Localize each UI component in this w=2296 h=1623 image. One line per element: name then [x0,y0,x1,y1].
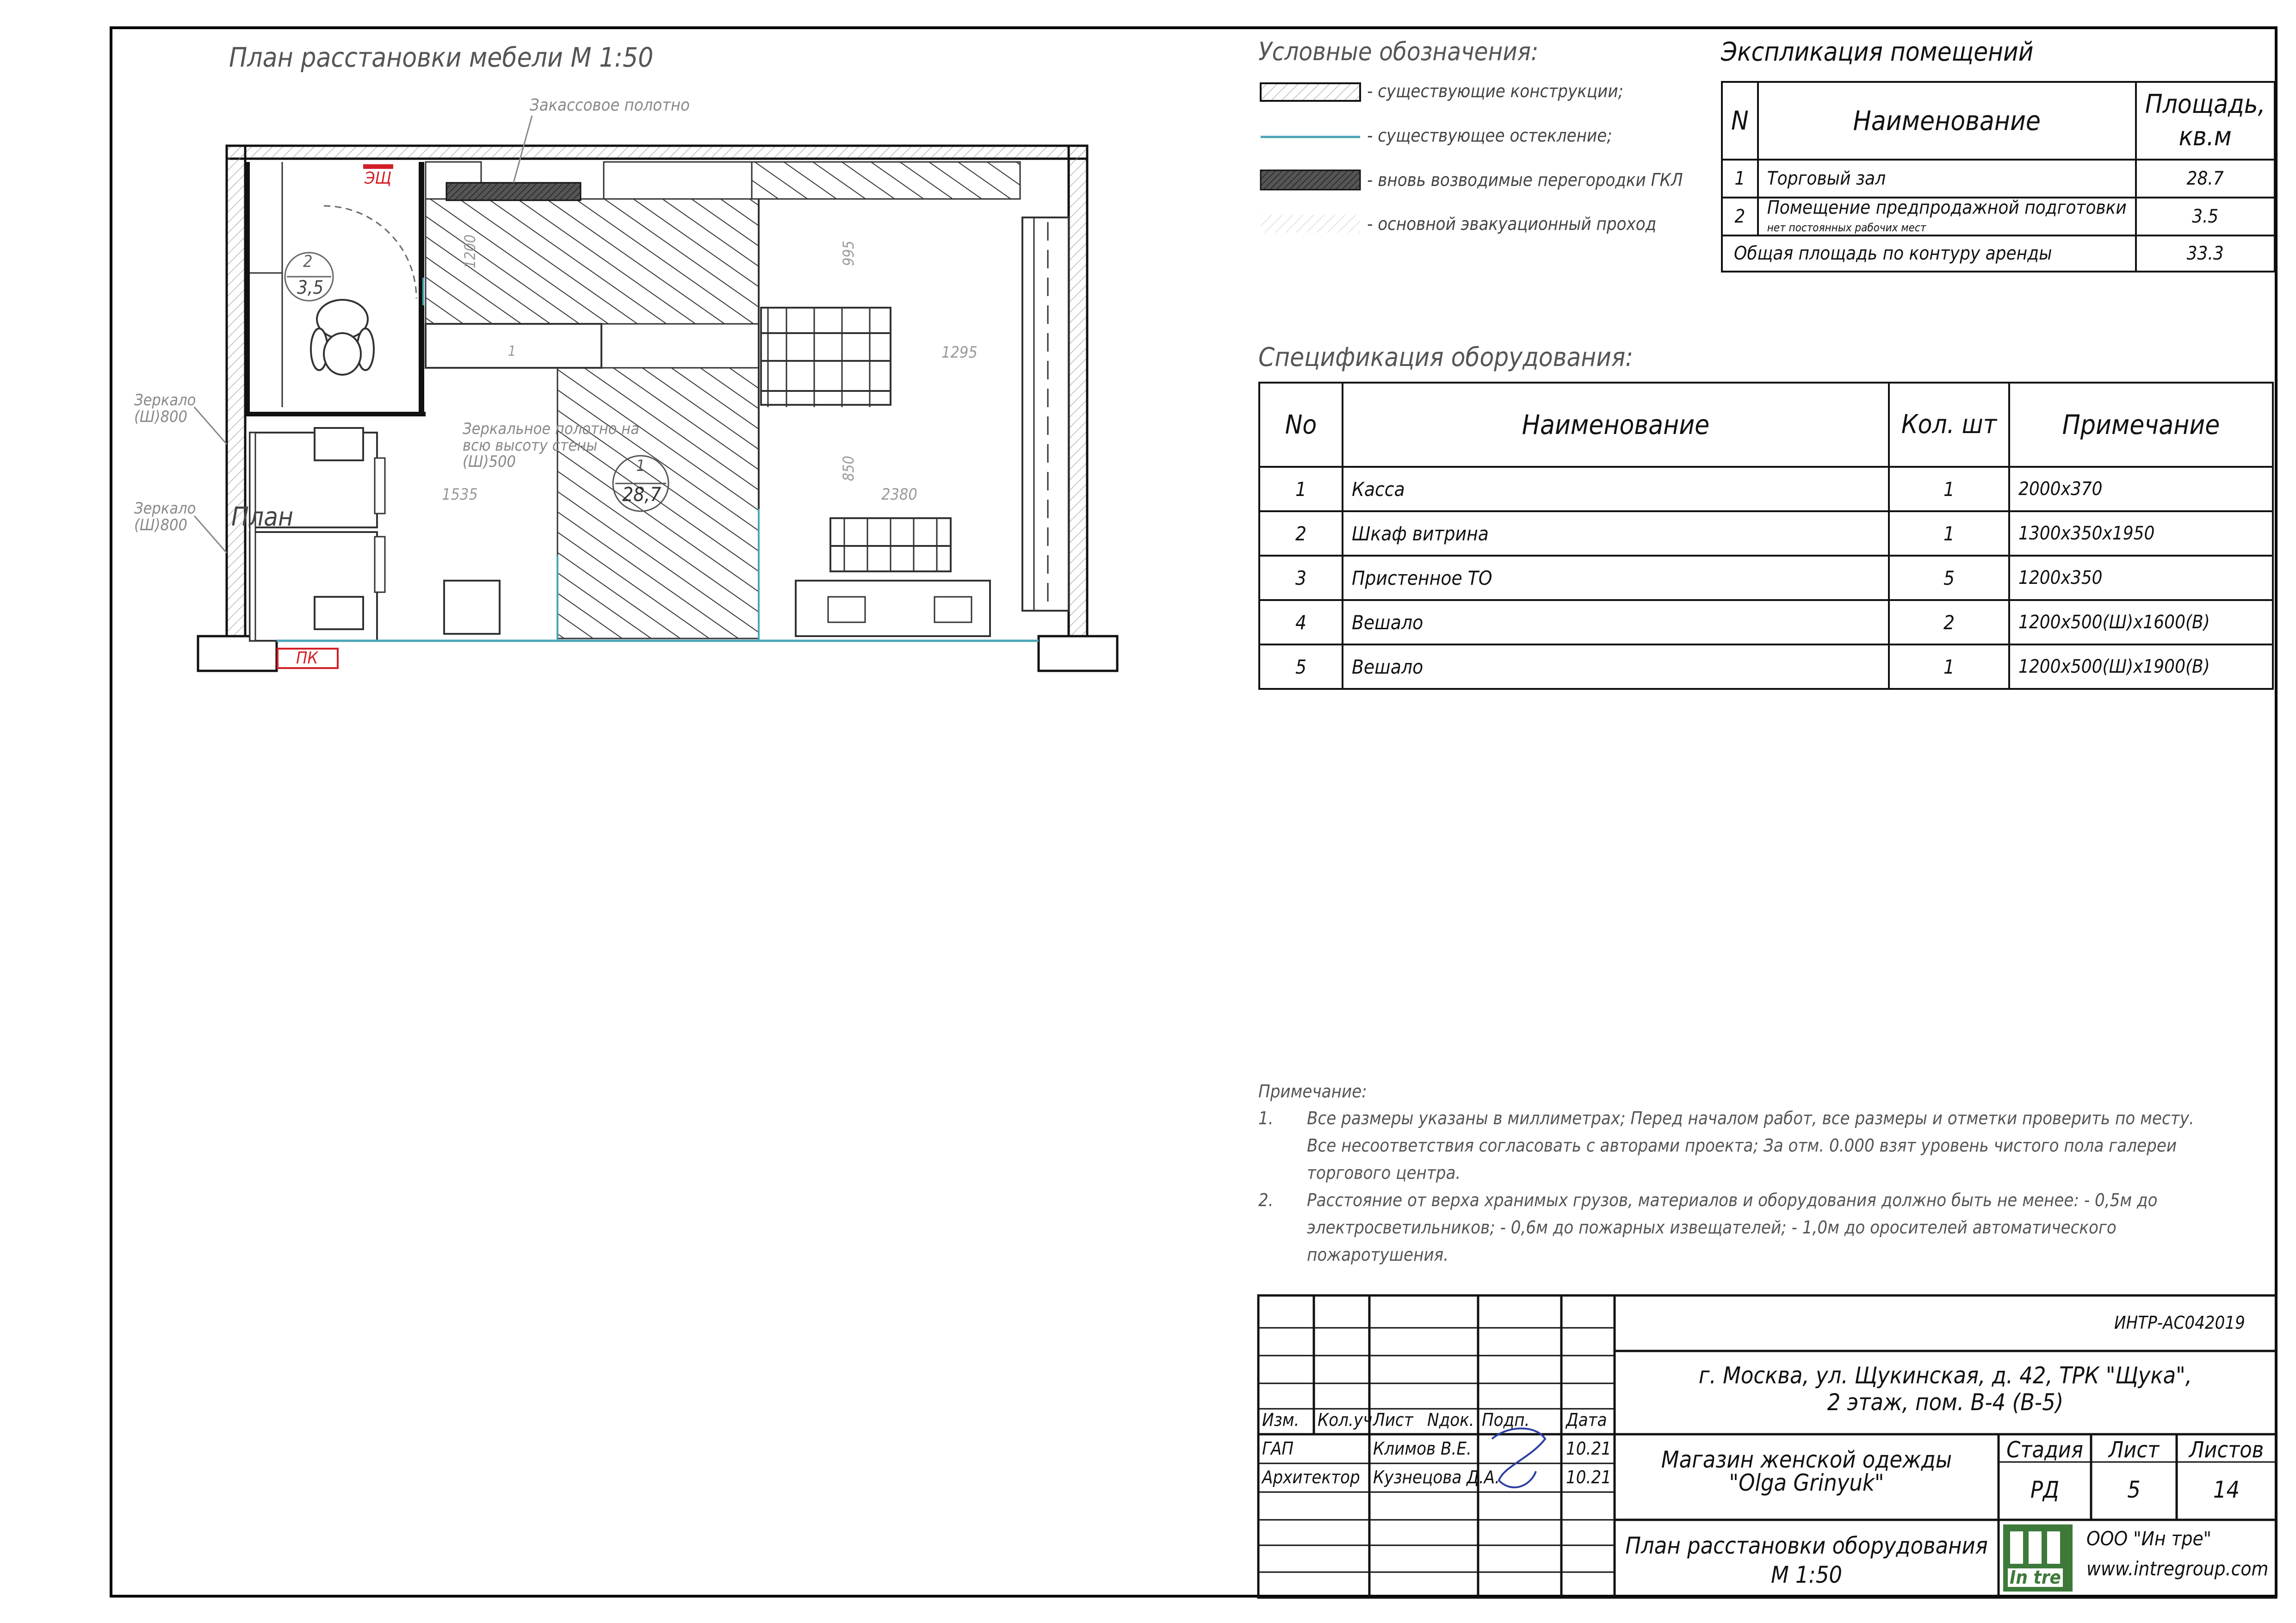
note-1-number: 1. [1258,1108,1274,1128]
expl-header-name: Наименование [1758,82,2136,160]
table-row: 2 Шкаф витрина 1 1300х350х1950 [1259,511,2273,556]
col-list: Лист [1373,1410,1413,1430]
table-row: 5 Вешало 1 1200х500(Ш)х1900(В) [1259,644,2273,689]
expl-header-area: Площадь, кв.м [2136,82,2275,160]
note-2-line-2: электросветильников; - 0,6м до пожарных извещателей; - 1,0м до оросителей автоматического [1307,1217,2117,1238]
mirror-label-1: Зеркало (Ш)800 [134,391,196,426]
ehsh-label: ЭЩ [365,169,392,188]
architect-name: Кузнецова Д.А. [1373,1467,1500,1487]
drawing-name: План расстановки оборудования М 1:50 [1625,1532,1988,1588]
company-name: ООО "Ин тре" [2086,1527,2212,1550]
gap-date: 10.21 [1566,1438,1611,1459]
table-row: 3 Пристенное ТО 5 1200х350 [1259,556,2273,600]
note-1-line-1: Все размеры указаны в миллиметрах; Перед началом работ, все размеры и отметки проверить по месту. [1307,1108,2194,1128]
curtain-label: Закассовое полотно [530,96,690,115]
room2-area: 3,5 [297,277,324,298]
mirror-wall-label: Зеркальное полотно на всю высоту стены (Ш)500 [463,420,639,471]
sheets-header: Листов [2189,1437,2264,1463]
col-podp: Подп. [1482,1410,1530,1430]
dim-1200: 1200 [461,234,479,268]
dim-1535: 1535 [442,485,478,504]
legend-item-evac: - основной эвакуационный проход [1367,214,1657,234]
sheets-value: 14 [2213,1476,2240,1503]
dim-1: 1 [508,343,516,359]
gkl-partition [446,183,581,200]
project-name: Магазин женской одежды "Olga Grinyuk" [1661,1446,1952,1496]
col-data: Дата [1566,1410,1607,1430]
pk-label: ПК [296,649,318,668]
note-2-number: 2. [1258,1190,1274,1210]
sheet-value: 5 [2127,1476,2141,1503]
legend-item-walls: - существующие конструкции; [1367,81,1624,101]
table-row: 1 Торговый зал 28.7 [1722,160,2275,198]
notes-title: Примечание: [1258,1081,1367,1102]
plan-word: План [231,502,293,532]
dim-2380: 2380 [881,485,917,504]
room1-area: 28,7 [622,483,662,506]
dim-850: 850 [840,456,857,481]
sheet-header: Лист [2108,1437,2160,1463]
spec-table: No Наименование Кол. шт Примечание 1 Касса 1 2000х370 2 Шкаф витрина 1 1300х350х1950 3 Пристенное ТО 5 1200х350 4 Вешало 2 1200х500(Ш)х1600(В) 5 Вешало 1 1200х500(Ш)х1900(В) [1258,382,2274,690]
role-architect: Архитектор [1262,1467,1360,1487]
table-row: 4 Вешало 2 1200х500(Ш)х1600(В) [1259,600,2273,644]
room2-number: 2 [303,252,313,271]
logo-text: In tre [2008,1568,2063,1587]
note-1-line-2: Все несоответствия согласовать с авторами проекта; За отм. 0.000 взят уровень чистого пола галереи [1307,1135,2177,1156]
role-gap: ГАП [1262,1438,1294,1459]
spec-title: Спецификация оборудования: [1258,342,1634,372]
legend-title: Условные обозначения: [1258,37,1539,66]
expl-header-n: N [1722,82,1758,160]
legend-item-gkl: - вновь возводимые перегородки ГКЛ [1367,170,1683,190]
legend-symbols [1261,83,1360,233]
col-kol: Кол.уч [1318,1410,1373,1430]
company-site: www.intregroup.com [2086,1557,2269,1580]
table-row: 2 Помещение предпродажной подготовки нет постоянных рабочих мест 3.5 [1722,198,2275,235]
stage-value: РД [2030,1476,2060,1503]
dim-995: 995 [840,241,857,266]
note-2-line-3: пожаротушения. [1307,1245,1449,1265]
signature [1492,1429,1545,1487]
legend-item-glazing: - существующее остекление; [1367,125,1612,146]
mirror-label-2: Зеркало (Ш)800 [134,499,196,534]
gap-name: Климов В.Е. [1373,1438,1472,1459]
table-row: 1 Касса 1 2000х370 [1259,467,2273,511]
note-1-line-3: торгового центра. [1307,1163,1461,1183]
doc-code: ИНТР-АС042019 [2114,1313,2245,1333]
explication-table [1721,81,2276,273]
architect-date: 10.21 [1566,1467,1611,1487]
room1-number: 1 [636,457,645,475]
dim-1295: 1295 [941,343,978,362]
address: г. Москва, ул. Щукинская, д. 42, ТРК "Щука", 2 этаж, пом. В-4 (В-5) [1698,1362,2192,1416]
fitting-rooms [250,428,385,641]
note-2-line-1: Расстояние от верха хранимых грузов, материалов и оборудования должно быть не менее: - 0,5м до [1307,1190,2158,1210]
table-row-total: Общая площадь по контуру аренды 33.3 [1722,235,2275,272]
explication-title: Экспликация помещений [1721,37,2034,67]
col-ndok: Nдок. [1427,1410,1474,1430]
col-izm: Изм. [1262,1410,1300,1430]
stage-header: Стадия [2006,1437,2083,1463]
plan-title: План расстановки мебели М 1:50 [229,42,654,73]
